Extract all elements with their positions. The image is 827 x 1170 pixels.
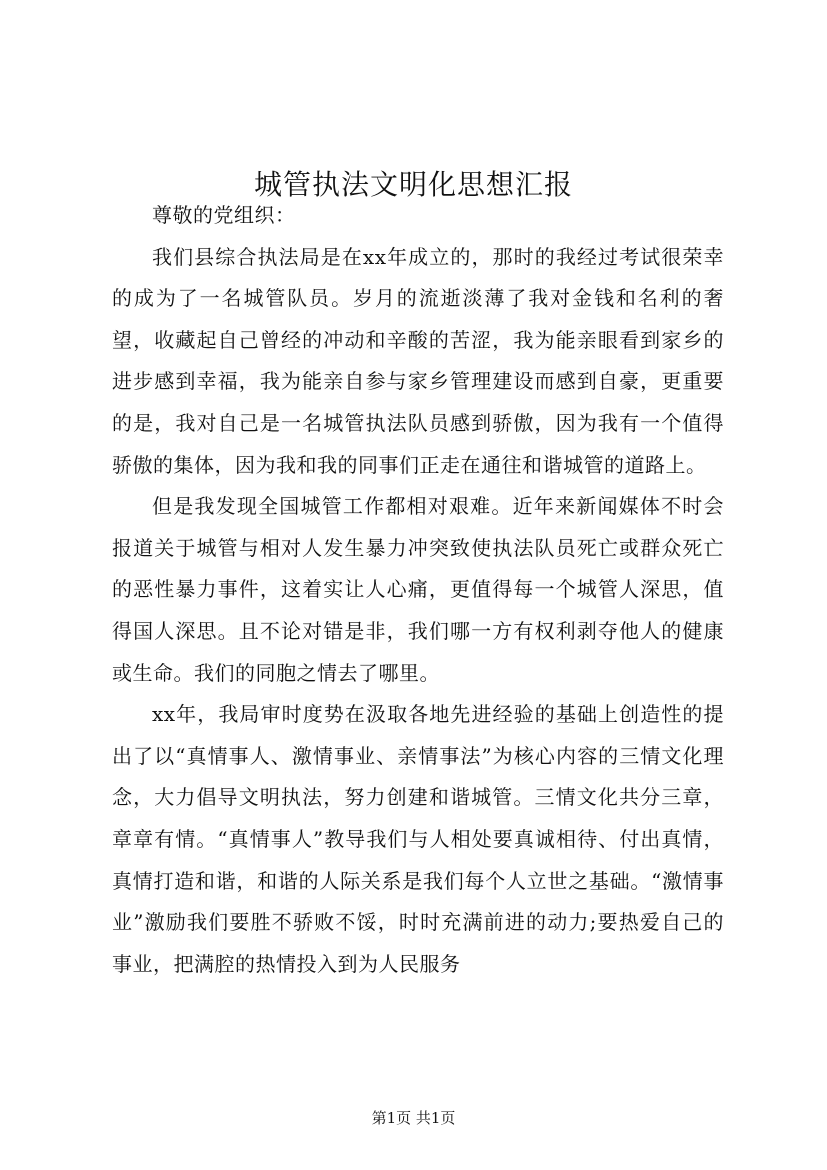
body-paragraph-1: 我们县综合执法局是在xx年成立的，那时的我经过考试很荣幸的成为了一名城管队员。岁月的流逝淡薄了我对金钱和名利的奢望，收藏起自己曾经的冲动和辛酸的苦涩，我为能亲眼看到家乡的进步感到幸福，我为能亲自参与家乡管理建设而感到自豪，更重要的是，我对自己是一名城管执法队员感到骄傲，因为我有一个值得骄傲的集体，因为我和我的同事们正走在通往和谐城管的道路上。 — [112, 244, 724, 477]
document-body — [112, 195, 724, 985]
body-paragraph-3: xx年，我局审时度势在汲取各地先进经验的基础上创造性的提出了以“真情事人、激情事业、亲情事法”为核心内容的三情文化理念，大力倡导文明执法，努力创建和谐城管。三情文化共分三章，章章有情。“真情事人”教导我们与人相处要真诚相待、付出真情，真情打造和谐，和谐的人际关系是我们每个人立世之基础。“激情事业”激励我们要胜不骄败不馁，时时充满前进的动力;要热爱自己的事业，把满腔的热情投入到为人民服务 — [112, 702, 724, 976]
page-footer: 第1页 共1页 — [371, 1109, 456, 1127]
salutation-paragraph: 尊敬的党组织： — [152, 203, 296, 227]
document-title: 城管执法文明化思想汇报 — [253, 167, 573, 201]
body-paragraph-2: 但是我发现全国城管工作都相对艰难。近年来新闻媒体不时会报道关于城管与相对人发生暴力冲突致使执法队员死亡或群众死亡的恶性暴力事件，这着实让人心痛，更值得每一个城管人深思，值得国人深思。且不论对错是非，我们哪一方有权利剥夺他人的健康或生命。我们的同胞之情去了哪里。 — [112, 494, 724, 685]
